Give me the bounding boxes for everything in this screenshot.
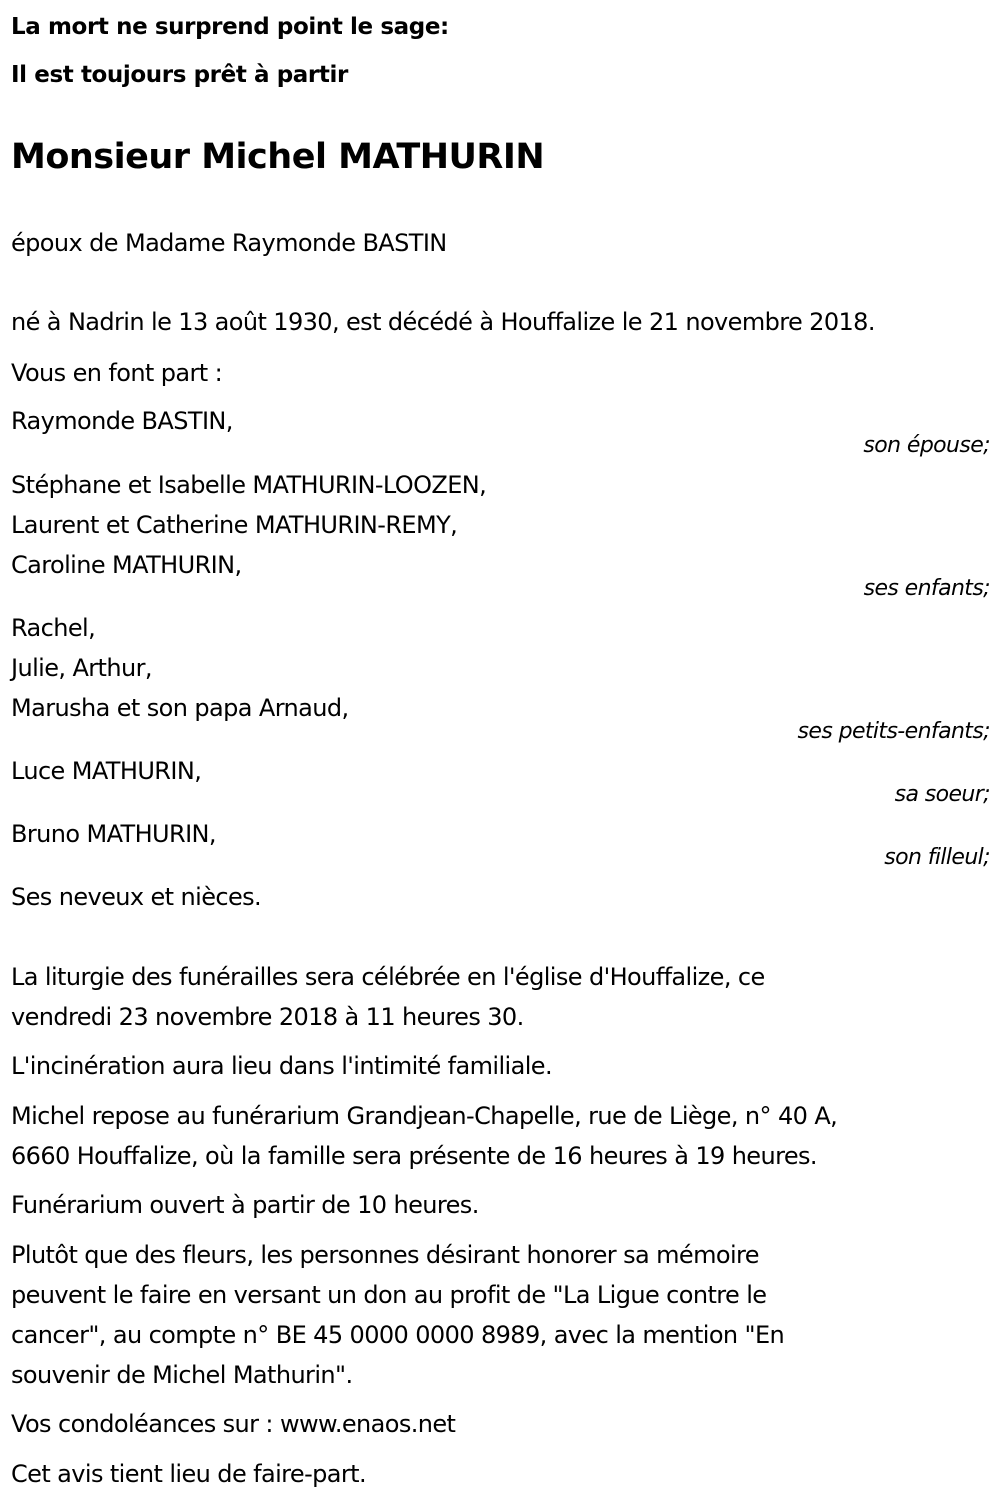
liturgy-line-1: La liturgie des funérailles sera célébrée en l'église d'Houffalize, ce xyxy=(11,963,765,991)
relation-label: ses enfants; xyxy=(863,576,990,601)
funeral-home-line-2: 6660 Houffalize, où la famille sera présente de 16 heures à 19 heures. xyxy=(11,1142,817,1170)
announcer-name: Raymonde BASTIN, xyxy=(11,407,233,435)
announcer-name: Caroline MATHURIN, xyxy=(11,551,242,579)
liturgy-line-2: vendredi 23 novembre 2018 à 11 heures 30. xyxy=(11,1003,524,1031)
cremation-line: L'incinération aura lieu dans l'intimité familiale. xyxy=(11,1052,552,1080)
birth-death-line: né à Nadrin le 13 août 1930, est décédé à Houffalize le 21 novembre 2018. xyxy=(11,308,875,336)
announcer-name: Laurent et Catherine MATHURIN-REMY, xyxy=(11,511,458,539)
donation-line-2: peuvent le faire en versant un don au profit de "La Ligue contre le xyxy=(11,1281,767,1309)
relation-label: son épouse; xyxy=(863,433,990,458)
relation-label: ses petits-enfants; xyxy=(797,719,990,744)
funeral-home-line-1: Michel repose au funérarium Grandjean-Chapelle, rue de Liège, n° 40 A, xyxy=(11,1102,838,1130)
announcer-name: Stéphane et Isabelle MATHURIN-LOOZEN, xyxy=(11,471,487,499)
announcers-closing: Ses neveux et nièces. xyxy=(11,883,262,911)
announcer-name: Rachel, xyxy=(11,614,96,642)
announcer-name: Luce MATHURIN, xyxy=(11,757,202,785)
donation-line-3: cancer", au compte n° BE 45 0000 0000 8989, avec la mention "En xyxy=(11,1321,785,1349)
announcer-name: Marusha et son papa Arnaud, xyxy=(11,694,349,722)
opening-hours-line: Funérarium ouvert à partir de 10 heures. xyxy=(11,1191,479,1219)
relation-label: sa soeur; xyxy=(894,782,990,807)
deceased-name-title: Monsieur Michel MATHURIN xyxy=(11,137,545,177)
announcer-name: Bruno MATHURIN, xyxy=(11,820,216,848)
epitaph-line-2: Il est toujours prêt à partir xyxy=(11,62,348,88)
condolences-line: Vos condoléances sur : www.enaos.net xyxy=(11,1410,456,1438)
donation-line-4: souvenir de Michel Mathurin". xyxy=(11,1361,353,1389)
relation-label: son filleul; xyxy=(884,845,990,870)
announcers-intro: Vous en font part : xyxy=(11,359,223,387)
spouse-line: époux de Madame Raymonde BASTIN xyxy=(11,229,447,257)
announcer-name: Julie, Arthur, xyxy=(11,654,152,682)
donation-line-1: Plutôt que des fleurs, les personnes désirant honorer sa mémoire xyxy=(11,1241,759,1269)
notice-line: Cet avis tient lieu de faire-part. xyxy=(11,1460,366,1488)
epitaph-line-1: La mort ne surprend point le sage: xyxy=(11,14,449,40)
